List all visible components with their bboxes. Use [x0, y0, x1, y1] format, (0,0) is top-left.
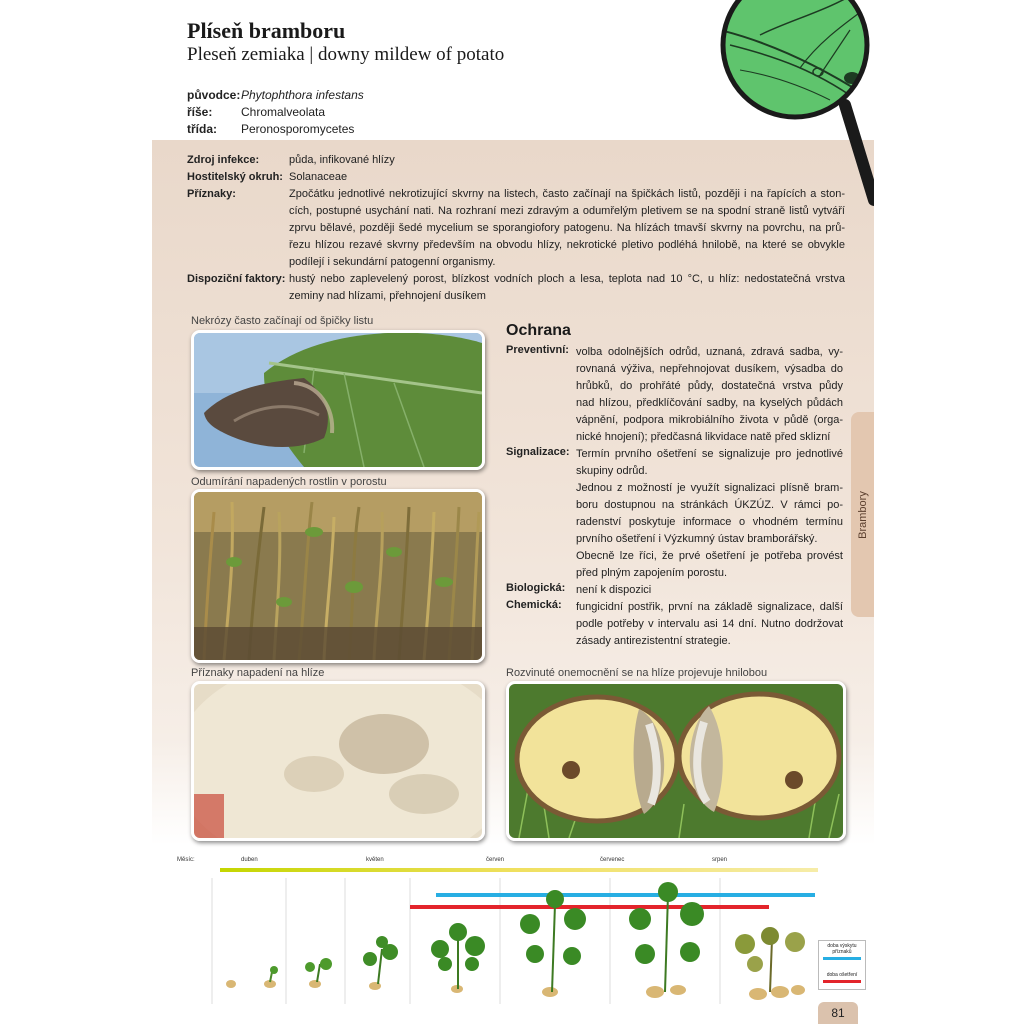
- host-range-label: Hostitelský okruh:: [187, 171, 283, 183]
- text-line: zeminy nad hlízami, přehnojení dusíkem: [289, 290, 486, 302]
- field-dying-photo: [191, 489, 485, 663]
- text-line: řezu hlízou rezavé skvrny především na obvodu hlízy, nekrotické pletivo podléhá hnilobě, na které se obvykle: [289, 239, 845, 251]
- text-line: hrůbků, do prohřáté půdy, dostatečná vrstva půdy: [576, 380, 843, 392]
- tuber-cut-image: [509, 684, 843, 838]
- taxonomy-value: Peronosporomycetes: [241, 122, 355, 136]
- protection-heading: Ochrana: [506, 322, 571, 339]
- plant-stage-icon: [735, 927, 805, 1000]
- tuber-symptoms-photo: [191, 681, 485, 841]
- text-line: radenství poskytuje informace o vhodném termínu: [576, 516, 843, 528]
- page-title: Plíseň bramboru: [187, 18, 346, 43]
- text-line: zprvu bělavé, později šedé mycelium se sporangiofory patogenu. Na hlízách tmavší skvrny na povrchu, na prů-: [289, 222, 845, 234]
- plant-stage-icon: [629, 882, 704, 998]
- disposition-value: [289, 271, 845, 305]
- month-august: srpen: [712, 857, 728, 863]
- disposition-label: Dispoziční faktory:: [187, 273, 286, 285]
- text-line: boru dostupnou na stránkách ÚKZÚZ. V rámci po-: [576, 499, 843, 511]
- text-line: prvního ošetření i Výzkumný ústav bramborářský.: [576, 533, 818, 545]
- page-number: 81: [818, 1002, 858, 1024]
- page-subtitle: Pleseň zemiaka | downy mildew of potato: [187, 44, 505, 65]
- taxonomy-row: [187, 122, 354, 136]
- chemical-label: Chemická:: [506, 599, 562, 611]
- text-line: nad hlízou, předklíčování sadby, na kyselých půdách: [576, 397, 843, 409]
- timeline-legend: [818, 940, 866, 990]
- biological-value: není k dispozici: [576, 584, 652, 596]
- symptoms-value: [289, 186, 845, 271]
- text-line: Jednou z možností je využít signalizaci plísně bram-: [576, 482, 843, 494]
- text-line: skupiny odrůd.: [576, 465, 648, 477]
- biological-label: Biologická:: [506, 582, 566, 594]
- symptoms-label: Příznaky:: [187, 188, 236, 200]
- taxonomy-row: [187, 88, 364, 102]
- treatment-bar: [410, 905, 769, 909]
- text-line: volba odolnějších odrůd, uznaná, zdravá sadba, vy-: [576, 346, 843, 358]
- photo-caption: Nekrózy často začínají od špičky listu: [191, 315, 374, 327]
- field-image: [194, 492, 482, 660]
- month-july: červenec: [600, 857, 625, 863]
- leaf-necrosis-image: [194, 333, 482, 467]
- text-line: cích, postupné usychání nati. Na rozhraní mezi zdravým a odumřelým pletivem se na spodní straně listů vytváří: [289, 205, 845, 217]
- section-tab-label: Brambory: [856, 490, 869, 539]
- taxonomy-row: [187, 105, 325, 119]
- growth-timeline: [200, 864, 818, 1009]
- symptoms-bar: [436, 893, 815, 897]
- text-line: hustý nebo zaplevelený porost, blízkost vodních ploch a lesa, teplota nad 10 °C, u hlíz: nedostatečná vrstva: [289, 273, 845, 285]
- plant-stage-icon: [264, 966, 278, 988]
- taxonomy-label: původce:: [187, 88, 241, 102]
- preventive-label: Preventivní:: [506, 344, 569, 356]
- tuber-rot-photo: [506, 681, 846, 841]
- text-line: vápnění, podpora mikrobiálního života v půdě (orga-: [576, 414, 843, 426]
- text-line: podílejí i sekundární patogenní organismy.: [289, 256, 496, 268]
- text-line: Termín prvního ošetření se signalizuje pro jednotlivé: [576, 448, 843, 460]
- month-april: duben: [241, 857, 258, 863]
- photo-caption: Rozvinuté onemocnění se na hlíze projevuje hnilobou: [506, 667, 768, 679]
- plant-stage-icon: [363, 936, 398, 990]
- text-line: před plným zapojením porostu.: [576, 567, 728, 579]
- month-may: květen: [366, 857, 384, 863]
- text-line: fungicidní postřik, první na základě signalizace, další: [576, 601, 843, 613]
- infection-source-label: Zdroj infekce:: [187, 154, 260, 166]
- taxonomy-label: třída:: [187, 122, 217, 136]
- legend-symptoms-swatch: [823, 957, 861, 960]
- taxonomy-value: Chromalveolata: [241, 105, 326, 119]
- text-line: Zpočátku jednotlivé nekrotizující skvrny na listech, často začínají na špičkách listů, později i na řapících a ston-: [289, 188, 845, 200]
- tuber-surface-image: [194, 684, 482, 838]
- photo-caption: Příznaky napadení na hlíze: [191, 667, 325, 679]
- taxonomy-value: Phytophthora infestans: [241, 88, 364, 102]
- text-line: Obecně lze říci, že prvé ošetření je potřeba provést: [576, 550, 843, 562]
- text-line: zásady antirezistentní strategie.: [576, 635, 731, 647]
- text-line: podle potřeby v intervalu asi 14 dní. Nutno dodržovat: [576, 618, 843, 630]
- legend-symptoms-label: doba výskytu příznaků: [827, 943, 857, 955]
- month-label: Měsíc:: [177, 857, 195, 863]
- plant-stage-icon: [305, 958, 332, 988]
- leaf-necrosis-photo: [191, 330, 485, 470]
- infection-source-value: půda, infikované hlízy: [289, 154, 395, 166]
- text-line: nické hnojení); předčasná likvidace natě před sklizní: [576, 431, 831, 443]
- taxonomy-label: říše:: [187, 105, 213, 119]
- month-june: červen: [486, 857, 505, 863]
- preventive-value: [576, 344, 843, 446]
- signalization-label: Signalizace:: [506, 446, 570, 458]
- host-range-value: Solanaceae: [289, 171, 348, 183]
- text-line: rovnaná výživa, nepřehnojovat dusíkem, výsadba do: [576, 363, 843, 375]
- signalization-value: [576, 446, 843, 582]
- legend-treatment-swatch: [823, 980, 861, 983]
- legend-treatment-label: doba ošetření: [826, 972, 858, 978]
- section-tab[interactable]: [851, 412, 874, 617]
- plant-stage-icon: [431, 923, 485, 993]
- chemical-value: [576, 599, 843, 650]
- photo-caption: Odumírání napadených rostlin v porostu: [191, 476, 387, 488]
